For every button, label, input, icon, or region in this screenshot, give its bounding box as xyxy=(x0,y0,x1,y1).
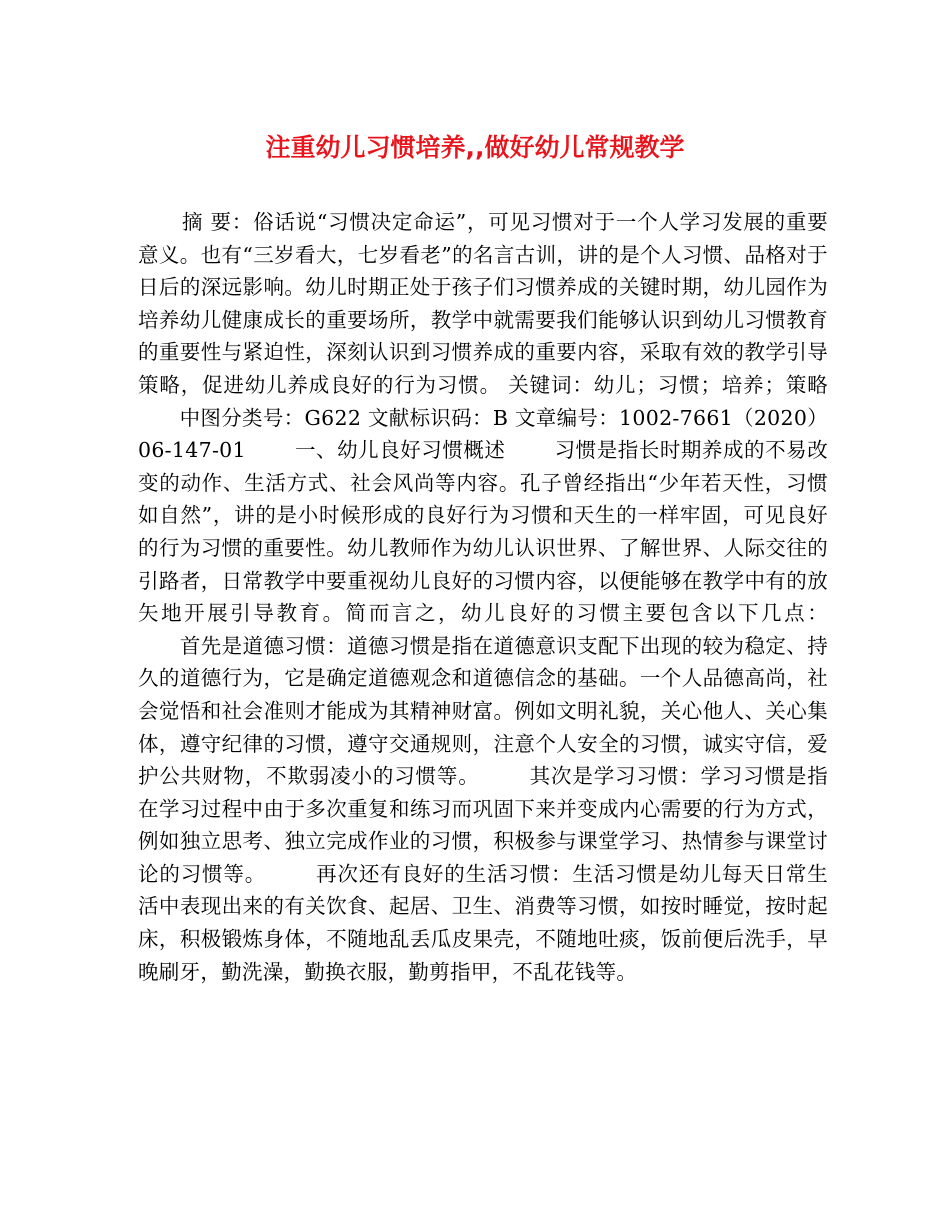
document-body: 摘 要：俗话说“习惯决定命运”，可见习惯对于一个人学习发展的重要意义。也有“三岁看大，七岁看老”的名言古训，讲的是个人习惯、品格对于日后的深远影响。幼儿时期正处于孩子们习惯养成的关键时期，幼儿园作为培养幼儿健康成长的重要场所，教学中就需要我们能够认识到幼儿习惯教育的重要性与紧迫性，深刻认识到习惯养成的重要内容，采取有效的教学引导策略，促进幼儿养成良好的行为习惯。 关键词：幼儿；习惯；培养；策略 中图分类号：G622 文献标识码：B 文章编号：1002-7661（2020）06-147-01 一、幼儿良好习惯概述 习惯是指长时期养成的不易改变的动作、生活方式、社会风尚等内容。孔子曾经指出“少年若天性，习惯如自然”，讲的是小时候形成的良好行为习惯和天生的一样牢固，可见良好的行为习惯的重要性。幼儿教师作为幼儿认识世界、了解世界、人际交往的引路者，日常教学中要重视幼儿良好的习惯内容，以便能够在教学中有的放矢地开展引导教育。简而言之，幼儿良好的习惯主要包含以下几点： 首先是道德习惯：道德习惯是指在道德意识支配下出现的较为稳定、持久的道德行为，它是确定道德观念和道德信念的基础。一个人品德高尚，社会觉悟和社会准则才能成为其精神财富。例如文明礼貌，关心他人、关心集体，遵守纪律的习惯，遵守交通规则，注意个人安全的习惯，诚实守信，爱护公共财物，不欺弱凌小的习惯等。 其次是学习习惯：学习习惯是指在学习过程中由于多次重复和练习而巩固下来并变成内心需要的行为方式，例如独立思考、独立完成作业的习惯，积极参与课堂学习、热情参与课堂讨论的习惯等。 再次还有良好的生活习惯：生活习惯是幼儿每天日常生活中表现出来的有关饮食、起居、卫生、消费等习惯，如按时睡觉，按时起床，积极锻炼身体，不随地乱丢瓜皮果壳，不随地吐痰，饭前便后洗手，早晚刷牙，勤洗澡，勤换衣服，勤剪指甲，不乱花钱等。 xyxy=(138,210,828,984)
document-title: 注重幼儿习惯培养,,做好幼儿常规教学 xyxy=(265,133,685,162)
